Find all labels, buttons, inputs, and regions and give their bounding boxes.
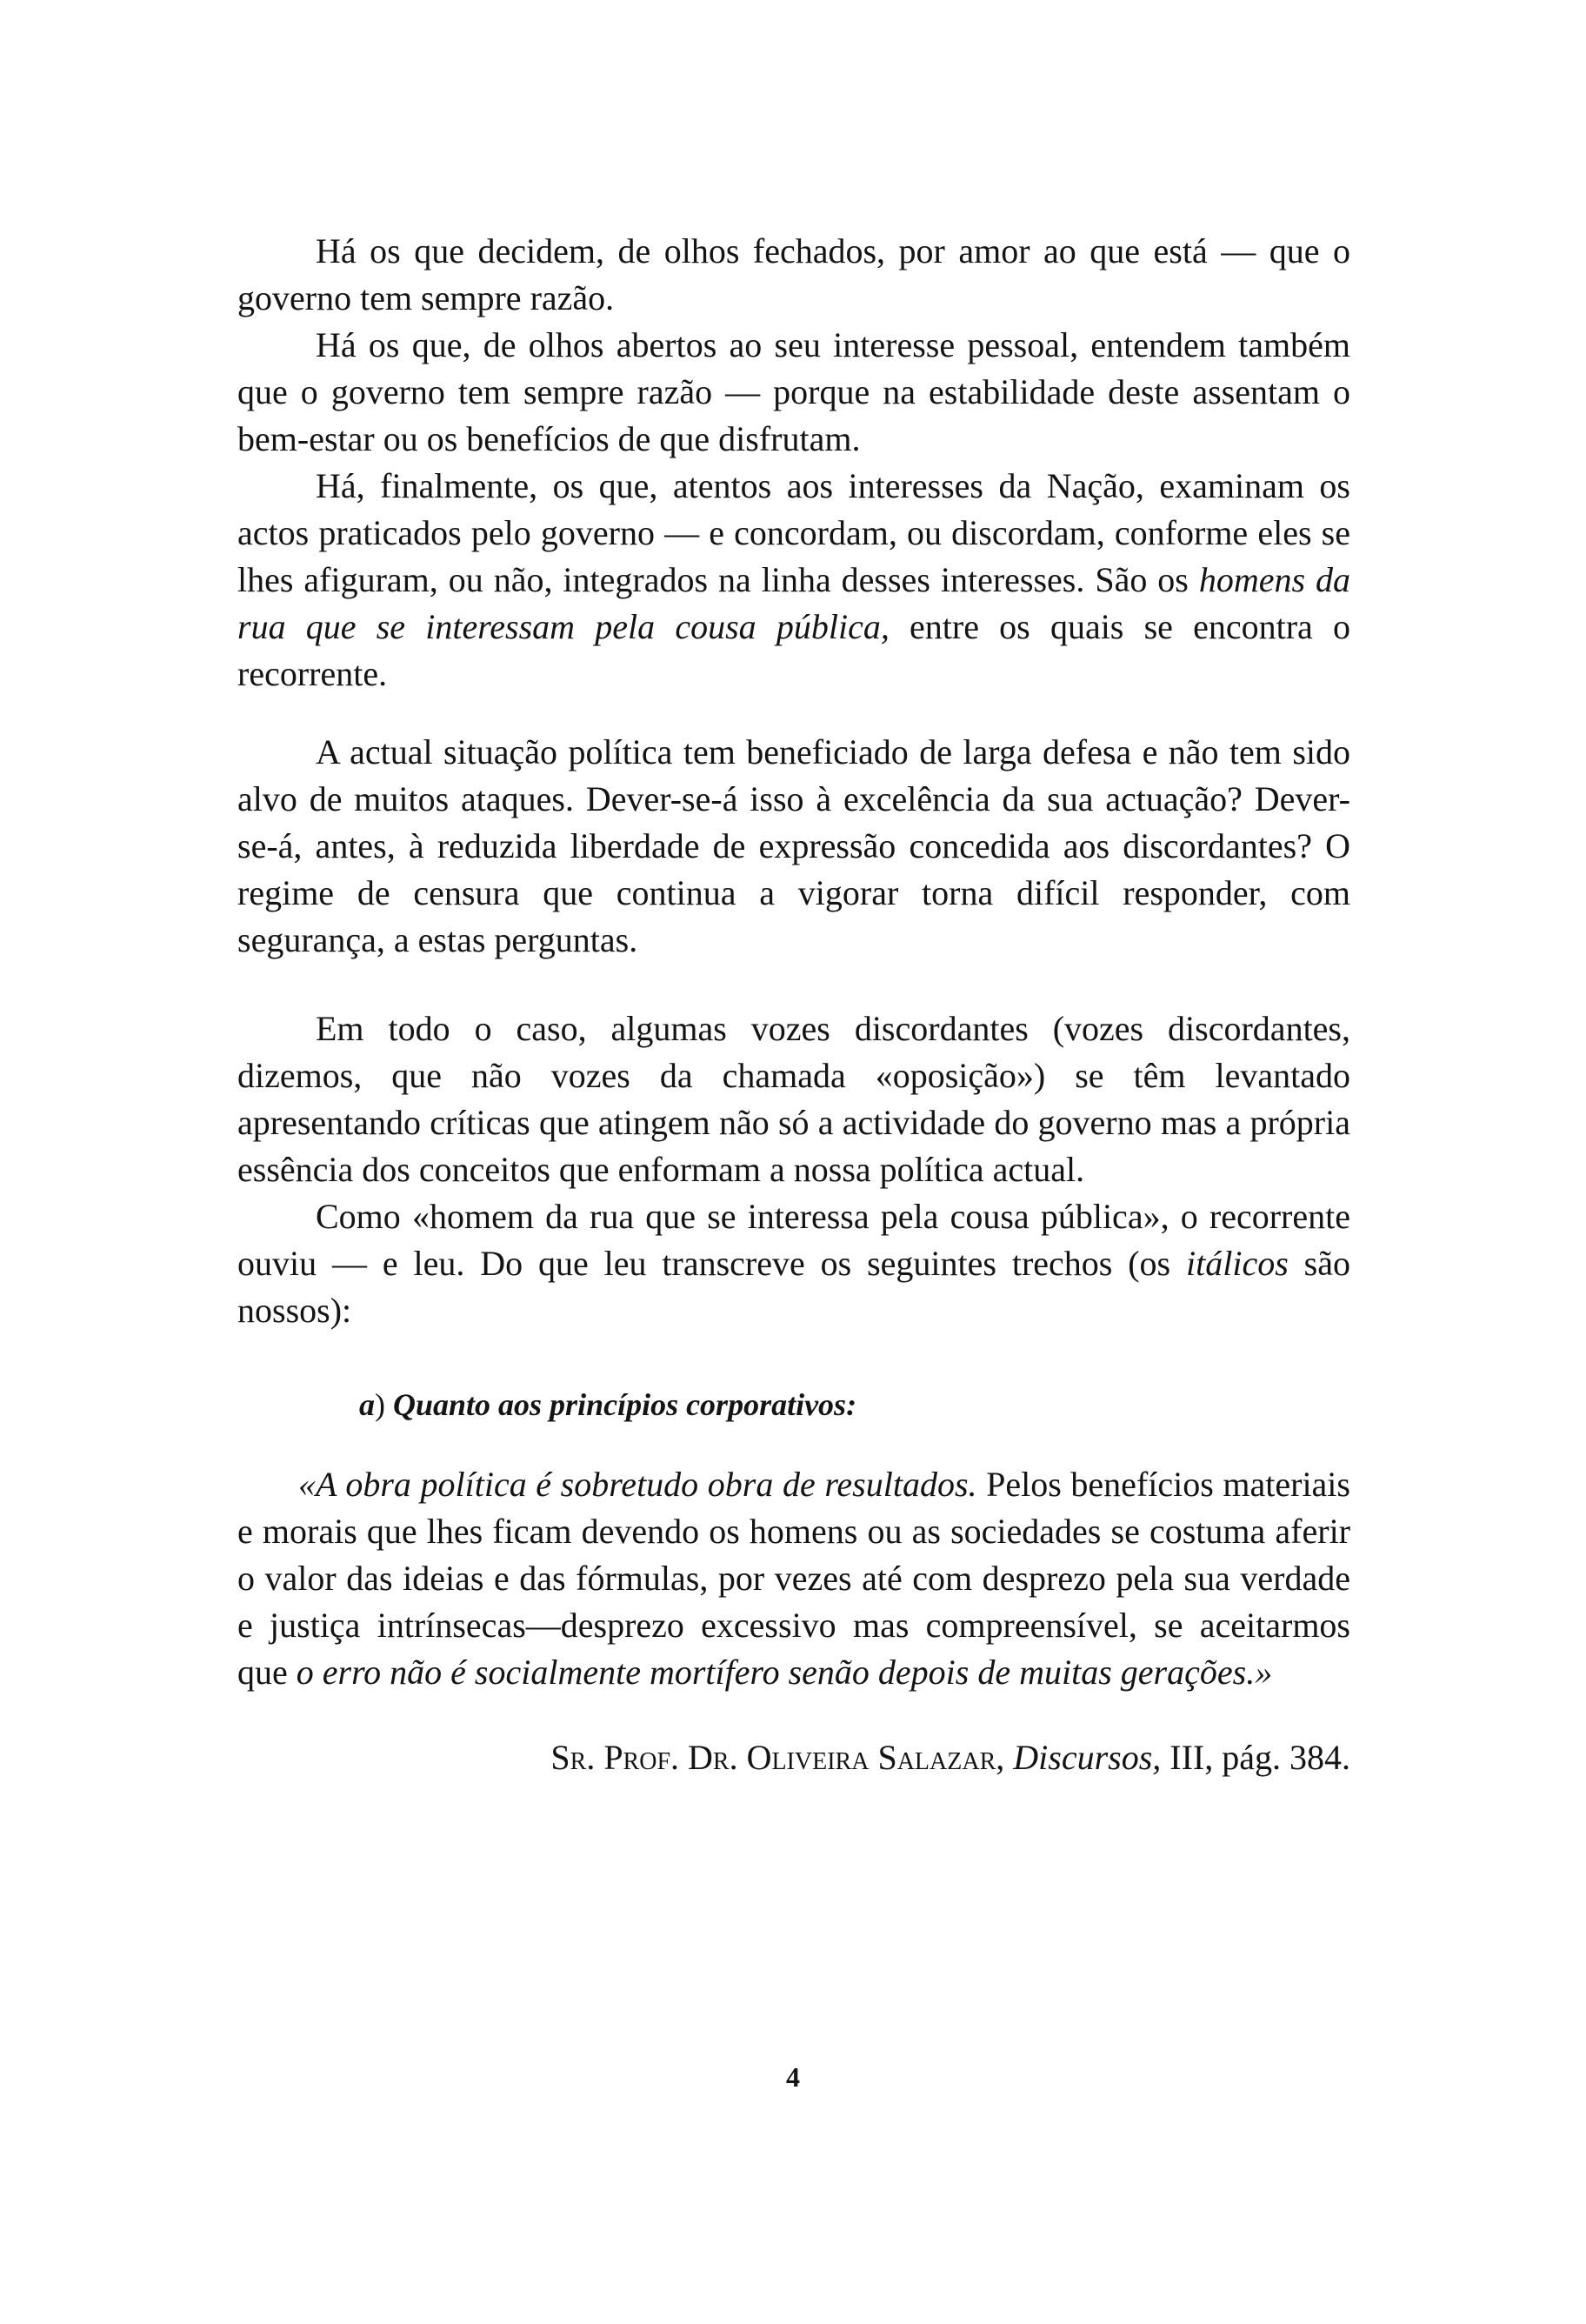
section-heading: [237, 1383, 1350, 1426]
paragraph-3-text-a: Há, finalmente, os que, atentos aos interesses da Nação, examinam os actos praticados pelo governo — e concordam, ou discordam, conforme eles se lhes afiguram, ou não, integrados na linha desses interesses. São os: [237, 466, 1350, 599]
quotation-middle: Pelos benefícios materiais e morais que lhes ficam devendo os homens ou as sociedades se costuma aferir o valor das ideias e das fórmulas, por vezes até com desprezo pela sua verdade e justiça intrínsecas—desprezo excessivo mas compreensível, se aceitarmos que: [237, 1465, 1350, 1692]
page-number: 4: [786, 2061, 800, 2093]
heading-text: Quanto aos princípios corporativos:: [393, 1387, 857, 1422]
paragraph-6-text-b: são nossos):: [237, 1244, 1351, 1330]
quotation-block: [237, 1461, 1350, 1696]
source-author: Sr. Prof. Dr. Oliveira Salazar,: [550, 1738, 1005, 1777]
paragraph-5: Em todo o caso, algumas vozes discordantes (vozes discordantes, dizemos, que não vozes da chamada «oposição») se têm levantado apresentando críticas que atingem não só a actividade do governo mas a própria essência dos conceitos que enformam a nossa política actual.: [237, 1009, 1350, 1189]
paragraph-6-text-a: Como «homem da rua que se interessa pela cousa pública», o recorrente ouviu — e leu. Do que leu transcreve os seguintes trechos (os: [237, 1197, 1350, 1283]
paragraph-6: [237, 1193, 1350, 1334]
paragraph-6-italic: itálicos: [1186, 1244, 1289, 1283]
source-reference: III, pág. 384.: [1161, 1738, 1350, 1777]
quotation-close-italic: o erro não é socialmente mortífero senão depois de muitas gerações.»: [296, 1653, 1273, 1692]
paragraph-4: A actual situação política tem beneficiado de larga defesa e não tem sido alvo de muitos ataques. Dever-se-á isso à excelência da sua actuação? Dever-se-á, antes, à reduzida liberdade de expressão concedida aos discordantes? O regime de censura que continua a vigorar torna difícil responder, com segurança, a estas perguntas.: [237, 732, 1350, 959]
quotation-source: [237, 1734, 1350, 1781]
paragraph-1: Há os que decidem, de olhos fechados, por amor ao que está — que o governo tem sempre razão.: [237, 231, 1350, 317]
quotation: [237, 1461, 1350, 1696]
paragraph-3-italic: homens da rua que se interessam pela cousa pública,: [237, 560, 1350, 646]
quotation-open-italic: «A obra política é sobretudo obra de resultados.: [298, 1465, 977, 1504]
source-work: Discursos,: [1013, 1738, 1162, 1777]
document-page: [237, 228, 1350, 1781]
paragraph-3: [237, 463, 1350, 698]
paragraph-3-text-b: entre os quais se encontra o recorrente.: [237, 607, 1350, 693]
paragraph-2: Há os que, de olhos abertos ao seu interesse pessoal, entendem também que o governo tem sempre razão — porque na estabilidade deste assentam o bem-estar ou os benefícios de que disfrutam.: [237, 325, 1350, 458]
heading-paren: ): [375, 1387, 385, 1422]
heading-marker: a: [359, 1387, 375, 1422]
